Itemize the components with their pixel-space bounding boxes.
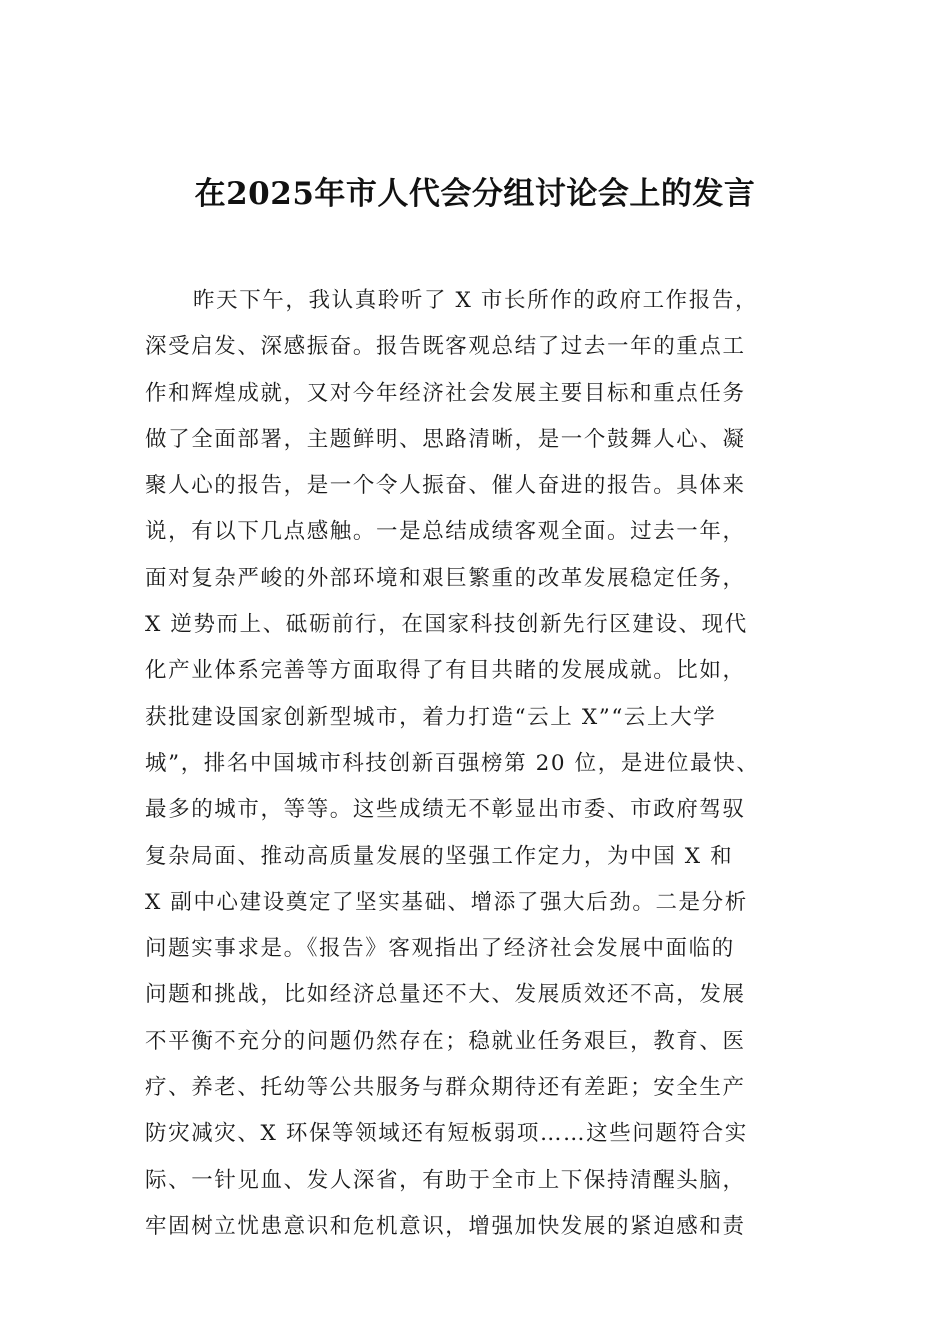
- paragraph-line: 聚人心的报告，是一个令人振奋、催人奋进的报告。具体来: [145, 473, 746, 499]
- paragraph-line: 做了全面部署，主题鲜明、思路清晰，是一个鼓舞人心、凝: [145, 426, 746, 452]
- paragraph-line: 复杂局面、推动高质量发展的坚强工作定力，为中国 X 和: [145, 843, 734, 869]
- paragraph-line: 城”，排名中国城市科技创新百强榜第 20 位，是进位最快、: [145, 750, 760, 776]
- paragraph-line: X 副中心建设奠定了坚实基础、增添了强大后劲。二是分析: [145, 889, 748, 915]
- paragraph-line: 际、一针见血、发人深省，有助于全市上下保持清醒头脑，: [145, 1167, 746, 1193]
- paragraph-line: 获批建设国家创新型城市，着力打造“云上 X”“云上大学: [145, 704, 717, 730]
- paragraph-line: 问题和挑战，比如经济总量还不大、发展质效还不高，发展: [145, 982, 746, 1008]
- paragraph-line: 说，有以下几点感触。一是总结成绩客观全面。过去一年，: [145, 519, 746, 545]
- paragraph-line: 深受启发、深感振奋。报告既客观总结了过去一年的重点工: [145, 334, 746, 360]
- paragraph-line: 化产业体系完善等方面取得了有目共睹的发展成就。比如，: [145, 658, 746, 684]
- document-title: 在2025年市人代会分组讨论会上的发言: [194, 176, 756, 212]
- paragraph-line: 疗、养老、托幼等公共服务与群众期待还有差距；安全生产: [145, 1075, 746, 1101]
- paragraph-line: 面对复杂严峻的外部环境和艰巨繁重的改革发展稳定任务，: [145, 565, 746, 591]
- paragraph-line: 最多的城市，等等。这些成绩无不彰显出市委、市政府驾驭: [145, 797, 746, 823]
- paragraph-line: 作和辉煌成就，又对今年经济社会发展主要目标和重点任务: [145, 380, 746, 406]
- paragraph-line: X 逆势而上、砥砺前行，在国家科技创新先行区建设、现代: [145, 612, 748, 638]
- paragraph-line: 昨天下午，我认真聆听了 X 市长所作的政府工作报告，: [193, 288, 759, 313]
- body-paragraph: [145, 278, 825, 1250]
- paragraph-line: 防灾减灾、X 环保等领域还有短板弱项……这些问题符合实: [145, 1121, 748, 1147]
- paragraph-line: 牢固树立忧患意识和危机意识，增强加快发展的紧迫感和责: [145, 1213, 746, 1239]
- paragraph-line: 问题实事求是。《报告》客观指出了经济社会发展中面临的: [145, 936, 735, 962]
- paragraph-line: 不平衡不充分的问题仍然存在；稳就业任务艰巨，教育、医: [145, 1028, 746, 1054]
